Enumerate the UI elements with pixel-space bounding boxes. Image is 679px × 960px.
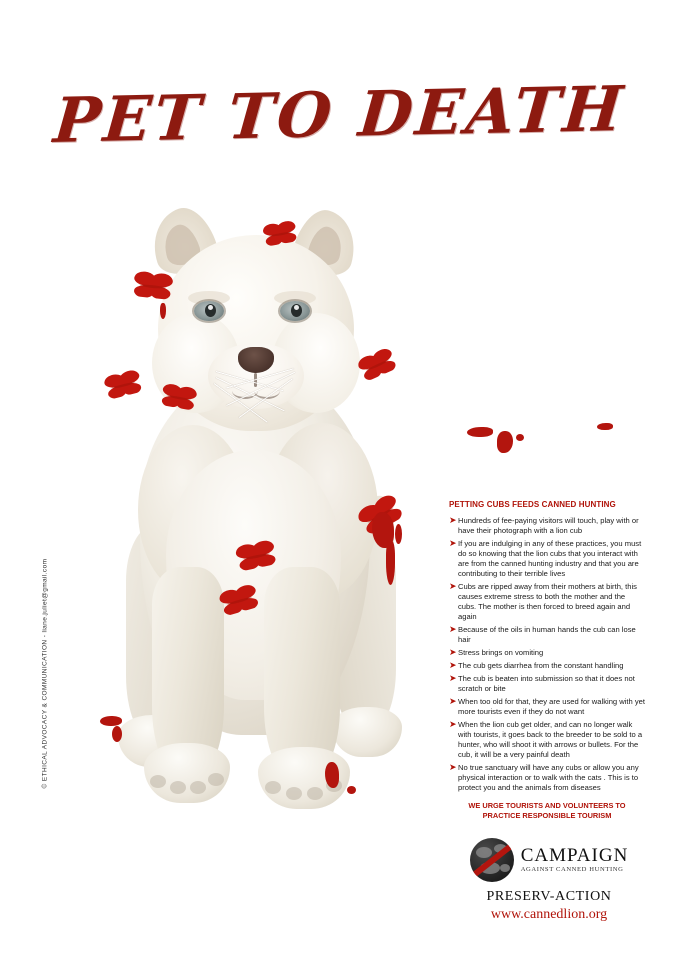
kiss-mark-forehead — [130, 270, 176, 300]
bullet-icon: ➤ — [449, 761, 457, 772]
list-item — [449, 516, 645, 536]
cub-left-eye-glint — [208, 305, 213, 310]
blood-splatter-ground-4 — [347, 786, 356, 794]
list-item-text: No true sanctuary will have any cubs or allow you any physical interaction or to walk with the cats . This is to protect you and the animals from diseases — [458, 762, 639, 792]
list-item — [449, 648, 645, 658]
list-item-text: When the lion cub get older, and can no longer walk with tourists, it goes back to the breeder to be sold to a hunter, who will shoot it with arrows or bullets. For the cub, it will be a very painful death — [458, 719, 643, 759]
list-item — [449, 661, 645, 671]
blood-splatter-1 — [467, 427, 493, 437]
list-item-text: Hundreds of fee-paying visitors will touch, play with or have their photograph with a lion cub — [458, 515, 639, 535]
logo-text — [521, 846, 629, 874]
list-item — [449, 697, 645, 717]
blood-drip-forehead — [160, 303, 166, 319]
call-to-action: WE URGE TOURISTS AND VOLUNTEERS TO PRACTICE RESPONSIBLE TOURISM — [468, 800, 626, 820]
blood-splatter-3 — [516, 434, 524, 441]
blood-splatter-4 — [597, 423, 613, 430]
blood-splatter-2 — [497, 431, 513, 453]
list-item-text: The cub gets diarrhea from the constant handling — [458, 660, 624, 670]
list-item — [449, 674, 645, 694]
logo-name: CAMPAIGN — [520, 845, 629, 867]
blood-drip-body-2 — [395, 524, 402, 544]
blood-splatter-ground-2 — [112, 726, 122, 742]
page-title: PET TO DEATH — [50, 72, 629, 157]
list-item-text: Stress brings on vomiting — [458, 647, 544, 657]
bullet-icon: ➤ — [449, 623, 457, 634]
bullet-icon: ➤ — [449, 659, 457, 670]
bullet-icon: ➤ — [449, 514, 457, 525]
credit-line: © ETHICAL ADVOCACY & COMMUNICATION - liane.juliet@gmail.com — [41, 558, 49, 789]
info-heading: PETTING CUBS FEEDS CANNED HUNTING — [449, 500, 616, 509]
list-item-text: Because of the oils in human hands the cub can lose hair — [458, 624, 636, 644]
list-item-text: If you are indulging in any of these practices, you must do so knowing that the lion cubs that you interact with are from the canned hunting industry and that you are contributing to their terrible lives — [458, 538, 642, 578]
list-item — [449, 625, 645, 645]
cub-right-eye-glint — [294, 305, 299, 310]
bullet-icon: ➤ — [449, 672, 457, 683]
cub-back-right-paw — [332, 707, 402, 757]
list-item-text: Cubs are ripped away from their mothers at birth, this causes extreme stress to both the mother and the cubs. The mother is then forced to breed again and again — [458, 581, 637, 621]
blood-drip-body — [386, 541, 395, 585]
bullet-icon: ➤ — [449, 537, 457, 548]
list-item — [449, 720, 645, 760]
cub-front-left-paw — [144, 743, 230, 803]
globe-icon — [470, 838, 514, 882]
logo-program: PRESERV-ACTION — [486, 889, 612, 904]
bullet-icon: ➤ — [449, 695, 457, 706]
bullet-icon: ➤ — [449, 646, 457, 657]
list-item — [449, 763, 645, 793]
campaign-logo-block[interactable] — [449, 838, 649, 923]
bullet-icon: ➤ — [449, 580, 457, 591]
info-panel — [449, 500, 645, 821]
list-item-text: When too old for that, they are used for walking with yet more tourists even if they do not want — [458, 696, 645, 716]
bullet-icon: ➤ — [449, 718, 457, 729]
blood-splatter-ground-1 — [100, 716, 122, 726]
list-item — [449, 539, 645, 579]
list-item — [449, 582, 645, 622]
logo-url[interactable]: www.cannedlion.org — [490, 907, 608, 922]
logo-row — [449, 838, 649, 882]
info-bullet-list — [449, 516, 645, 793]
blood-splatter-ground-3 — [325, 762, 339, 788]
logo-tagline: AGAINST CANNED HUNTING — [520, 866, 624, 874]
list-item-text: The cub is beaten into submission so that it does not scratch or bite — [458, 673, 635, 693]
